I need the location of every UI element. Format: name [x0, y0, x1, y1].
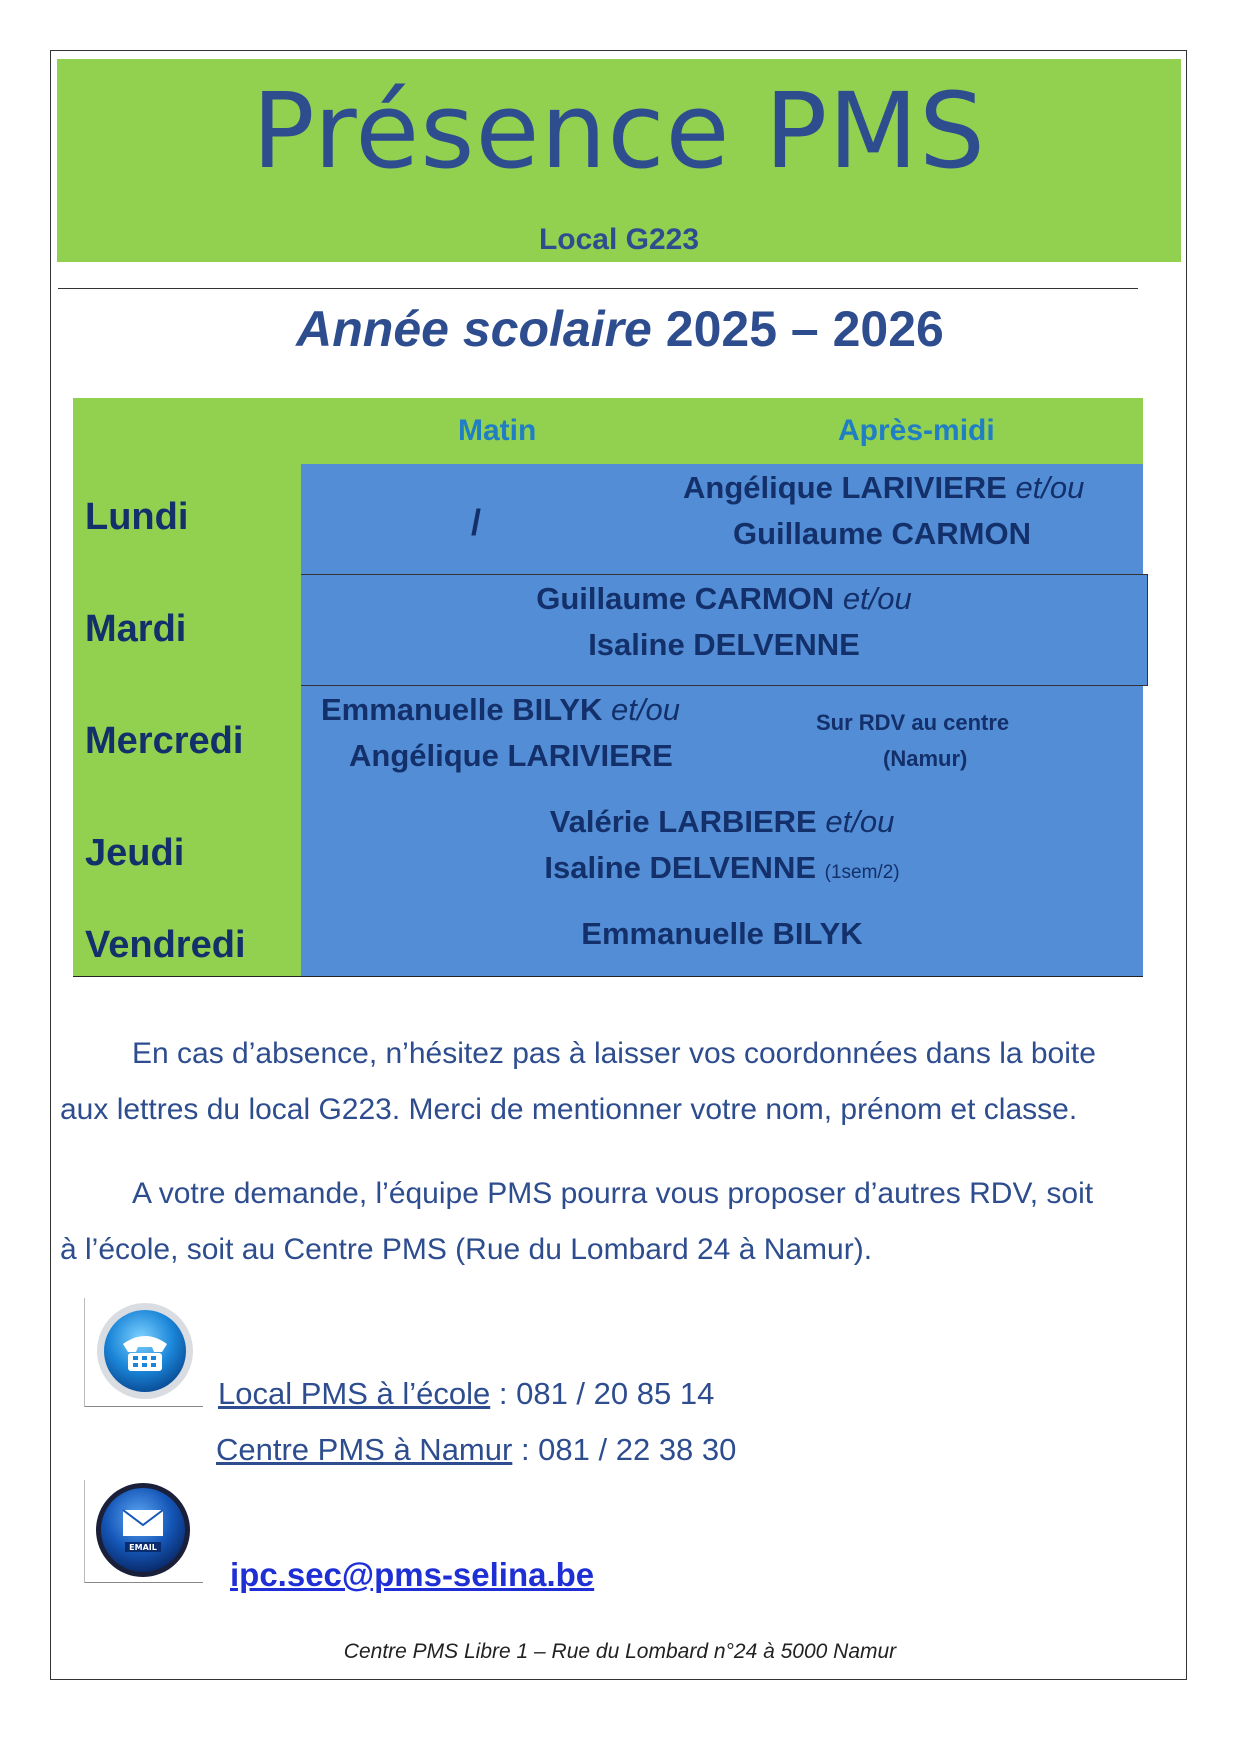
header-morning: Matin [458, 414, 537, 447]
local-label: Local G223 [538, 223, 700, 256]
phone-school [218, 1376, 714, 1412]
mercredi-afternoon-line2: (Namur) [883, 746, 968, 771]
conjunction: et/ou [1015, 470, 1085, 505]
person-name: Guillaume CARMON [536, 581, 835, 616]
title-banner [57, 59, 1181, 262]
phone-center-label: Centre PMS à Namur [216, 1432, 513, 1467]
day-label: Mercredi [85, 720, 244, 762]
person-name: Emmanuelle BILYK [321, 692, 603, 727]
email-icon [85, 1480, 203, 1582]
person-name: Valérie LARBIERE [549, 804, 817, 839]
jeudi-line2 [301, 850, 1143, 886]
lundi-morning: / [471, 502, 482, 543]
lundi-cell [301, 464, 1143, 574]
school-year-range: 2025 – 2026 [665, 301, 944, 357]
telephone-icon-frame [84, 1298, 203, 1407]
day-cell [73, 574, 301, 686]
vendredi-cell [301, 910, 1143, 976]
paragraph-line: à l’école, soit au Centre PMS (Rue du Lombard 24 à Namur). [60, 1233, 873, 1266]
paragraph-line: A votre demande, l’équipe PMS pourra vous proposer d’autres RDV, soit [132, 1177, 1094, 1210]
person-name: Isaline DELVENNE [544, 850, 817, 885]
school-year [0, 300, 1240, 358]
person-name: Angélique LARIVIERE [683, 470, 1007, 505]
lundi-afternoon-line2: Guillaume CARMON [733, 516, 1031, 551]
telephone-icon [85, 1298, 203, 1406]
conjunction: et/ou [842, 581, 912, 616]
paragraph-absence [60, 1026, 1175, 1138]
row-vendredi [73, 910, 1143, 976]
day-cell [73, 686, 301, 798]
schedule-note: (1sem/2) [824, 862, 900, 883]
jeudi-line1 [301, 804, 1143, 840]
conjunction: et/ou [825, 804, 895, 839]
page-title: Présence PMS [251, 70, 987, 192]
paragraph-appointment [60, 1166, 1175, 1278]
mercredi-afternoon-line1: Sur RDV au centre [816, 710, 1010, 735]
day-cell [73, 398, 301, 574]
email-link[interactable]: ipc.sec@pms-selina.be [230, 1556, 595, 1593]
mardi-cell [301, 574, 1148, 686]
mardi-line1 [301, 581, 1147, 617]
jeudi-cell [301, 798, 1143, 910]
phone-school-label: Local PMS à l’école [218, 1376, 491, 1411]
lundi-afternoon-line1 [683, 470, 1084, 506]
row-divider [73, 976, 1143, 977]
mercredi-morning-line1 [321, 692, 680, 728]
footer-address: Centre PMS Libre 1 – Rue du Lombard n°24 à 5000 Namur [343, 1640, 897, 1663]
day-label: Mardi [85, 608, 187, 650]
phone-school-number[interactable]: : 081 / 20 85 14 [490, 1376, 715, 1411]
paragraph-line: aux lettres du local G223. Merci de mentionner votre nom, prénom et classe. [60, 1093, 1078, 1126]
school-year-label: Année scolaire [296, 301, 652, 357]
vendredi-line1: Emmanuelle BILYK [581, 916, 863, 951]
row-jeudi [73, 798, 1143, 910]
email-icon-frame [84, 1480, 203, 1583]
mercredi-cell [301, 686, 1143, 798]
row-lundi [73, 464, 1143, 574]
row-mercredi [73, 686, 1143, 798]
day-label: Vendredi [85, 924, 246, 966]
day-label: Lundi [85, 496, 189, 538]
row-mardi [73, 574, 1143, 686]
paragraph-line: En cas d’absence, n’hésitez pas à laisser vos coordonnées dans la boite [132, 1037, 1096, 1070]
divider [58, 288, 1138, 289]
conjunction: et/ou [611, 692, 680, 727]
phone-center [216, 1432, 736, 1468]
mardi-line2: Isaline DELVENNE [588, 627, 860, 662]
phone-center-number[interactable]: : 081 / 22 38 30 [512, 1432, 737, 1467]
day-cell [73, 798, 301, 910]
header-afternoon: Après-midi [838, 414, 995, 447]
mercredi-morning-line2: Angélique LARIVIERE [349, 738, 673, 773]
day-cell [73, 910, 301, 976]
svg-text:EMAIL: EMAIL [129, 1543, 157, 1552]
day-label: Jeudi [85, 832, 185, 874]
